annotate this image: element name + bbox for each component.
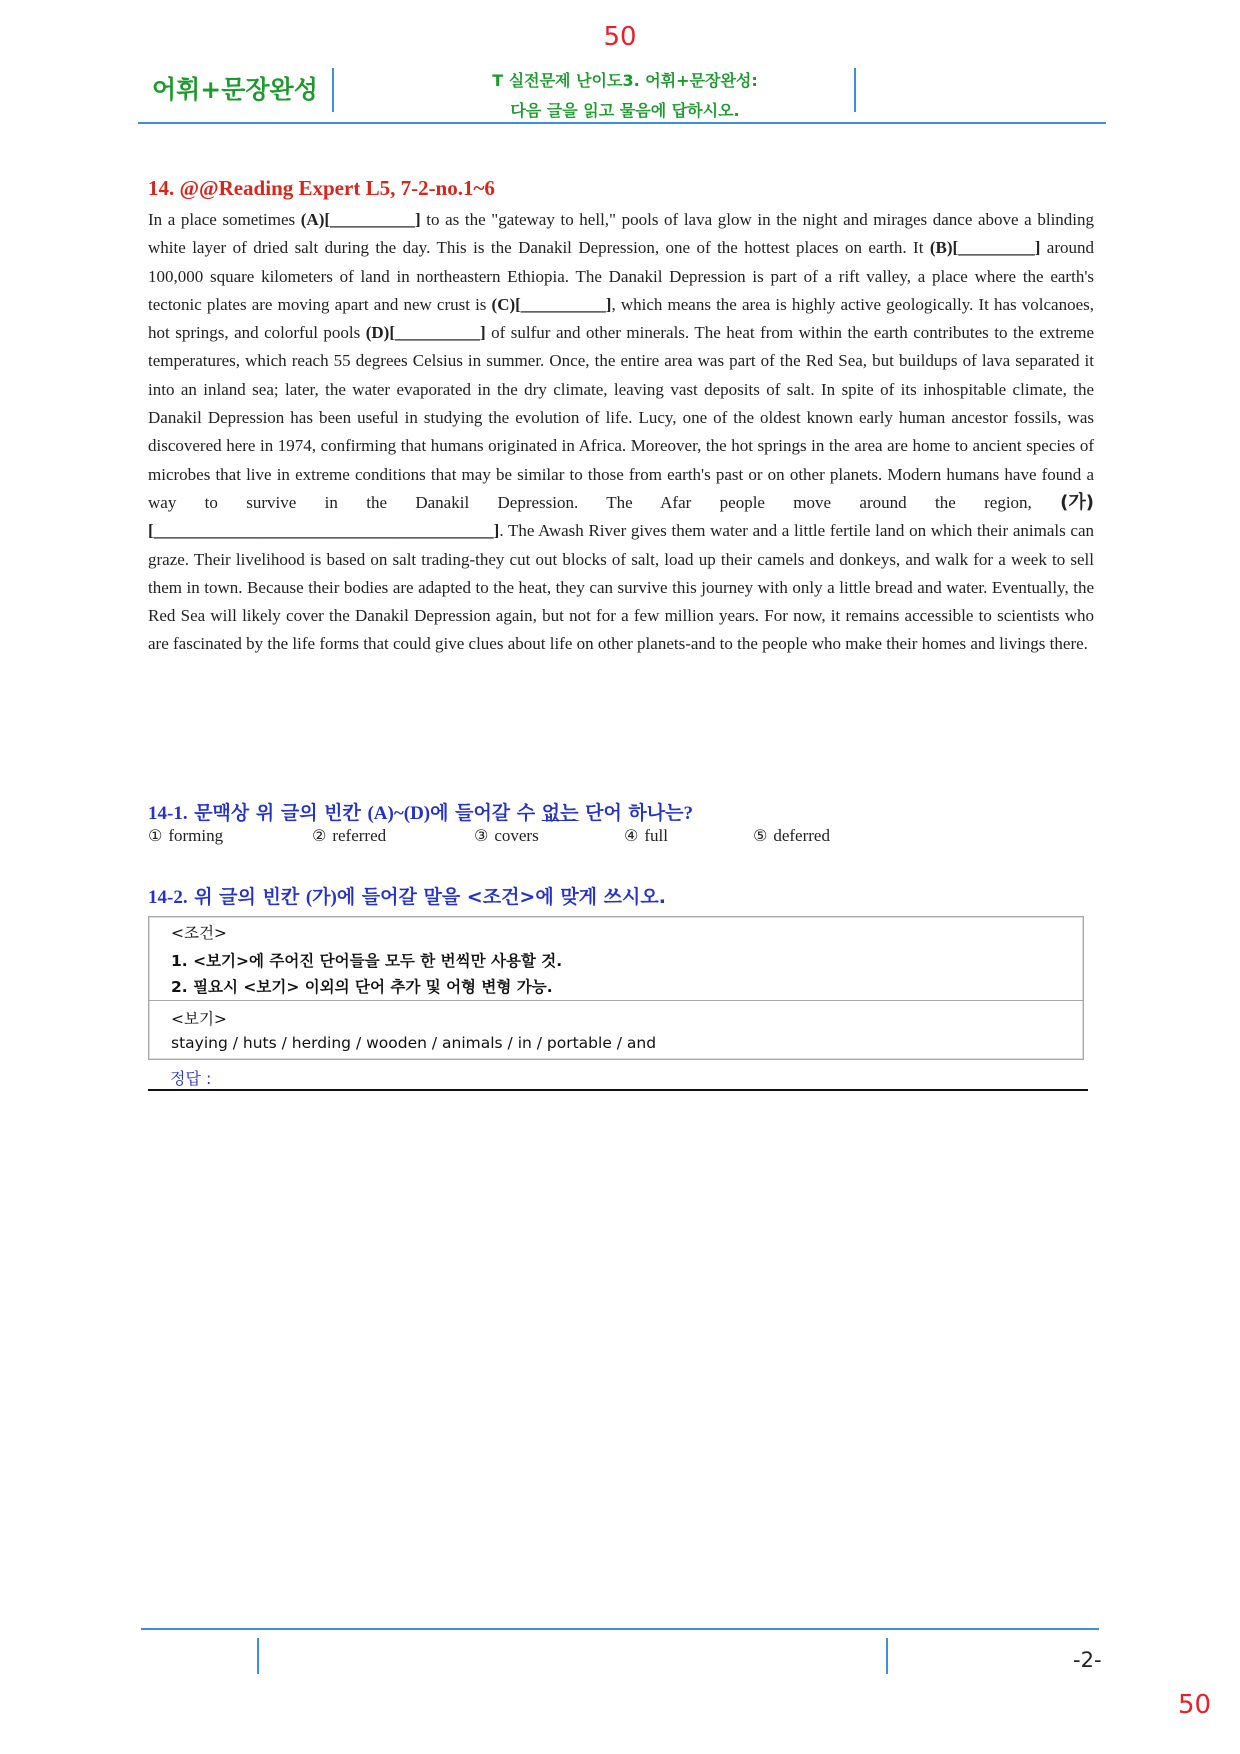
choice-word: referred: [332, 826, 387, 845]
header-divider-left: [332, 68, 334, 112]
choice-3[interactable]: [474, 826, 539, 846]
bottom-page-number: 50: [1178, 1690, 1212, 1720]
question-title: 14. @@Reading Expert L5, 7-2-no.1~6: [148, 176, 495, 200]
header-divider-right: [854, 68, 856, 112]
passage-text: , which means the area is highly active geologically. It has volcanoes, hot springs, and colorful pools: [148, 294, 1094, 343]
choice-mark: ④: [624, 826, 639, 845]
passage-text: In a place sometimes: [148, 210, 301, 229]
passage-text: . The Awash River gives them water and a little fertile land on which their animals can graze. Their livelihood is based on salt trading-they cut out blocks of salt, load up their camels and donkeys, and walk for a week to sell them in town. Because their bodies are adapted to the heat, they can survive this journey with only a little bread and water. Eventually, the Red Sea will likely cover the Danakil Depression again, but not for a few million years. For now, it remains accessible to scientists who are fascinated by the life forms that could give clues about life on other planets-and to the people who make their homes and livings there.: [148, 521, 1094, 654]
footer-page-mark: -2-: [1073, 1648, 1102, 1672]
reading-passage: [148, 206, 1094, 659]
q1-question-mark: ?: [683, 803, 693, 824]
q2-text: 에 들어갈 말을 <조건>에 맞게 쓰시오.: [336, 886, 666, 908]
choice-4[interactable]: [624, 826, 668, 846]
answer-label: 정답 :: [170, 1069, 212, 1088]
blank-c: (C)[__________]: [491, 294, 612, 314]
q1-text: 에 들어갈 수: [430, 802, 542, 824]
q2-text: 위 글의 빈칸: [187, 886, 306, 908]
answer-line[interactable]: [148, 1089, 1088, 1091]
footer-divider-left: [257, 1638, 259, 1674]
footer-divider-right: [886, 1638, 888, 1674]
q2-number: 14-2.: [148, 887, 188, 908]
blank-ka-mark: (가): [1060, 491, 1094, 513]
choice-mark: ③: [474, 826, 489, 845]
passage-text: around 100,000 square kilometers of land in northeastern Ethiopia. The Danakil Depression is part of a rift valley, a place where the earth's tectonic plates are moving apart and new crust is: [148, 238, 1094, 314]
choice-mark: ②: [312, 826, 327, 845]
choice-word: deferred: [773, 826, 830, 845]
choice-mark: ①: [148, 826, 163, 845]
choice-5[interactable]: [753, 826, 830, 846]
condition-2: 2. 필요시 <보기> 이외의 단어 추가 및 어형 변형 가능.: [171, 978, 553, 996]
q1-ref: (A)~(D): [367, 803, 431, 824]
choice-2[interactable]: [312, 826, 386, 846]
footer-rule: [141, 1628, 1099, 1630]
condition-header: <조건>: [171, 924, 227, 942]
q1-underlined-word: 없는: [541, 802, 579, 824]
choice-word: full: [644, 826, 668, 845]
condition-divider: [149, 1000, 1083, 1001]
header-description: [420, 66, 830, 126]
header-rule: [138, 122, 1106, 124]
condition-box: [148, 916, 1084, 1060]
condition-1: 1. <보기>에 주어진 단어들을 모두 한 번씩만 사용할 것.: [171, 952, 563, 970]
bogi-header: <보기>: [171, 1010, 227, 1028]
q1-number: 14-1.: [148, 803, 188, 824]
choice-word: forming: [168, 826, 224, 845]
choice-word: covers: [494, 826, 539, 845]
q2-ref: (가): [305, 887, 337, 908]
choice-mark: ⑤: [753, 826, 768, 845]
q1-text: 문맥상 위 글의 빈칸: [187, 802, 368, 824]
top-page-number: 50: [603, 22, 637, 52]
blank-b: (B)[_________]: [929, 238, 1041, 258]
choice-1[interactable]: [148, 826, 223, 846]
passage-text: to as the "gateway to hell," pools of lava glow in the night and mirages dance above a blinding white layer of dried salt during the day. This is the Danakil Depression, one of the hottest places on earth. It: [148, 210, 1095, 258]
blank-a: (A)[__________]: [300, 210, 421, 229]
bogi-words: staying / huts / herding / wooden / animals / in / portable / and: [171, 1034, 657, 1052]
question-14-1-heading: [148, 798, 693, 825]
passage-text: of sulfur and other minerals. The heat from within the earth contributes to the extreme temperatures, which reach 55 degrees Celsius in summer. Once, the entire area was part of the Red Sea, but buildups of lava separated it into an inland sea; later, the water evaporated in the dry climate, leaving vast deposits of salt. In spite of its inhospitable climate, the Danakil Depression has been useful in studying the evolution of life. Lucy, one of the oldest known early human ancestor fossils, was discovered here in 1974, confirming that humans originated in Africa. Moreover, the hot springs in the area are home to ancient species of microbes that live in extreme conditions that may be similar to those from earth's past or on other planets. Modern humans have found a way to survive in the Danakil Depression. The Afar people move around the region,: [148, 323, 1094, 512]
q1-text: 단어 하나는: [578, 802, 684, 824]
header-title: 어휘+문장완성: [152, 75, 318, 104]
header-desc-line1: T 실전문제 난이도3. 어휘+문장완성:: [492, 71, 758, 90]
blank-d: (D)[__________]: [365, 323, 486, 343]
header-desc-line2: 다음 글을 읽고 물음에 답하시오.: [510, 101, 740, 120]
blank-ka-line: [________________________________________]: [148, 521, 500, 541]
question-14-2-heading: [148, 882, 666, 909]
